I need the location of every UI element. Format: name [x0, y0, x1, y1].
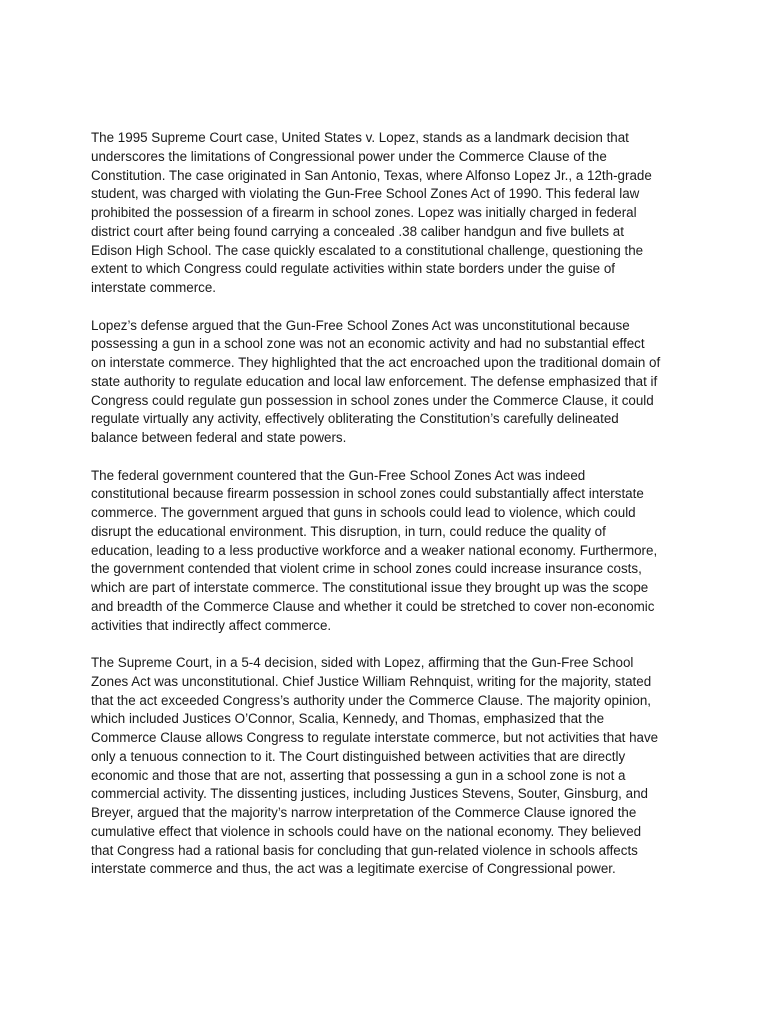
text-line: Lopez’s defense argued that the Gun-Free School Zones Act was unconstitutional because — [91, 317, 630, 333]
text-line: Zones Act was unconstitutional. Chief Justice William Rehnquist, writing for the majority, stated — [91, 673, 652, 689]
text-line: Commerce Clause allows Congress to regulate interstate commerce, but not activities that have — [91, 730, 659, 746]
text-line: Constitution. The case originated in San Antonio, Texas, where Alfonso Lopez Jr., a 12th-grade — [91, 167, 652, 183]
text-line: cumulative effect that violence in schools could have on the national economy. They believed — [91, 823, 642, 839]
text-line: economic and those that are not, asserting that possessing a gun in a school zone is not a — [91, 767, 626, 783]
text-line: and breadth of the Commerce Clause and whether it could be stretched to cover non-economic — [91, 598, 655, 614]
text-line: which included Justices O’Connor, Scalia, Kennedy, and Thomas, emphasized that the — [91, 711, 605, 727]
text-line: possessing a gun in a school zone was not an economic activity and had no substantial effect — [91, 336, 645, 352]
text-line: disrupt the educational environment. This disruption, in turn, could reduce the quality of — [91, 523, 606, 539]
text-line: Edison High School. The case quickly escalated to a constitutional challenge, questioning the — [91, 242, 644, 258]
text-line: Congress could regulate gun possession in school zones under the Commerce Clause, it could — [91, 392, 654, 408]
text-line: regulate virtually any activity, effectively obliterating the Constitution’s carefully delineated — [91, 411, 619, 427]
text-line: education, leading to a less productive workforce and a weaker national economy. Furthermore, — [91, 542, 658, 558]
text-line: The federal government countered that the Gun-Free School Zones Act was indeed — [91, 467, 586, 483]
paragraph-defense-argument — [91, 317, 691, 448]
paragraph-court-decision — [91, 654, 691, 879]
text-line: interstate commerce. — [91, 280, 217, 295]
text-line: Breyer, argued that the majority’s narrow interpretation of the Commerce Clause ignored the — [91, 805, 637, 821]
text-line: the government contended that violent crime in school zones could increase insurance costs, — [91, 561, 642, 577]
text-line: commercial activity. The dissenting justices, including Justices Stevens, Souter, Ginsburg, and — [91, 786, 648, 802]
paragraph-case-background — [91, 129, 691, 298]
text-line: student, was charged with violating the Gun-Free School Zones Act of 1990. This federal law — [91, 186, 640, 202]
text-line: The 1995 Supreme Court case, United States v. Lopez, stands as a landmark decision that — [91, 130, 629, 145]
text-line: that Congress had a rational basis for concluding that gun-related violence in schools affects — [91, 842, 638, 858]
text-line: underscores the limitations of Congressional power under the Commerce Clause of the — [91, 148, 607, 164]
text-line: balance between federal and state powers. — [91, 430, 347, 446]
text-line: constitutional because firearm possession in school zones could substantially affect interstate — [91, 486, 644, 502]
text-line: on interstate commerce. They highlighted that the act encroached upon the traditional domain of — [91, 355, 661, 371]
text-line: extent to which Congress could regulate activities within state borders under the guise of — [91, 261, 616, 277]
text-line: which are part of interstate commerce. The constitutional issue they brought up was the scope — [91, 580, 649, 596]
text-line: The Supreme Court, in a 5-4 decision, sided with Lopez, affirming that the Gun-Free School — [91, 655, 634, 671]
text-line: state authority to regulate education and local law enforcement. The defense emphasized that if — [91, 373, 658, 389]
text-line: prohibited the possession of a firearm in school zones. Lopez was initially charged in federal — [91, 205, 637, 220]
text-line: that the act exceeded Congress’s authority under the Commerce Clause. The majority opinion, — [91, 692, 651, 708]
text-line: activities that indirectly affect commerce. — [91, 617, 332, 633]
text-line: interstate commerce and thus, the act was a legitimate exercise of Congressional power. — [91, 861, 616, 877]
document-body — [91, 129, 691, 898]
text-line: commerce. The government argued that guns in schools could lead to violence, which could — [91, 505, 636, 521]
text-line: district court after being found carrying a concealed .38 caliber handgun and five bullets at — [91, 223, 624, 239]
text-line: only a tenuous connection to it. The Court distinguished between activities that are directly — [91, 748, 626, 764]
paragraph-government-argument — [91, 467, 691, 636]
